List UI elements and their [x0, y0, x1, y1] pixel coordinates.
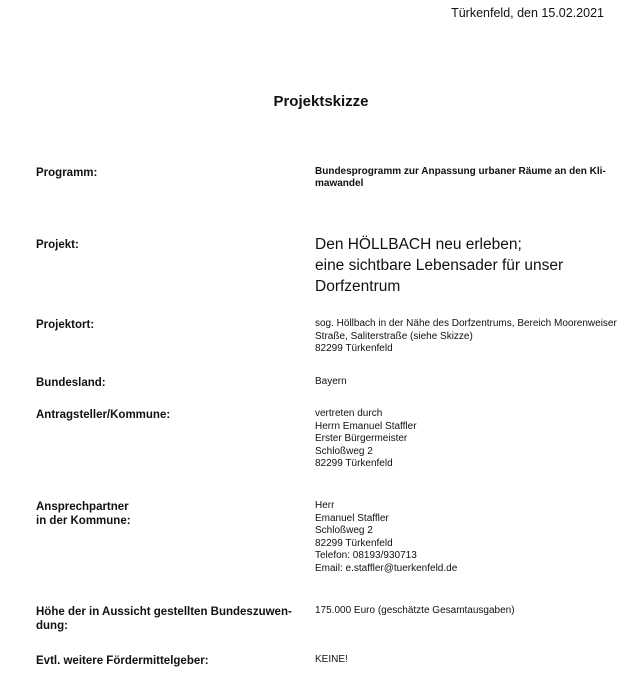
field-label-line: dung: [36, 620, 68, 632]
field-value [315, 500, 625, 575]
field-label [36, 318, 306, 332]
field-value-line: Herr [315, 500, 335, 511]
field-label [36, 605, 306, 633]
field-value-line: mawandel [315, 178, 364, 189]
field-label-line: Antragsteller/Kommune: [36, 409, 171, 421]
field-value [315, 408, 625, 471]
field-value-line: eine sichtbare Lebensader für unser [315, 257, 564, 274]
field-value-line: 82299 Türkenfeld [315, 343, 393, 354]
field-label-line: in der Kommune: [36, 515, 131, 527]
field-label-line: Evtl. weitere Fördermittelgeber: [36, 655, 209, 667]
field-value-line: Schloßweg 2 [315, 445, 373, 457]
field-value [315, 605, 625, 618]
field-label [36, 376, 306, 390]
field-label [36, 238, 306, 252]
field-value [315, 166, 625, 190]
field-value-line: Emanuel Staffler [315, 512, 389, 524]
field-value-line: Telefon: 08193/930713 [315, 550, 417, 561]
field-value-line: Straße, Saliterstraße (siehe Skizze) [315, 330, 473, 342]
field-value-line: vertreten durch [315, 408, 383, 419]
field-label-line: Projekt: [36, 239, 79, 251]
field-label-line: Programm: [36, 167, 98, 179]
field-value-line: Bayern [315, 376, 347, 387]
field-value-line: 82299 Türkenfeld [315, 537, 393, 549]
field-label [36, 654, 306, 668]
field-value-line: Dorfzentrum [315, 278, 401, 295]
date-line: Türkenfeld, den 15.02.2021 [451, 6, 604, 20]
field-value-line: Email: e.staffler@tuerkenfeld.de [315, 562, 458, 574]
field-value-line: 82299 Türkenfeld [315, 458, 393, 469]
field-label [36, 500, 306, 528]
field-value [315, 234, 625, 297]
document-title: Projektskizze [273, 93, 369, 110]
field-value-line: Erster Bürgermeister [315, 433, 408, 444]
field-label-line: Höhe der in Aussicht gestellten Bundeszuwen- [36, 606, 292, 618]
field-value-line: Den HÖLLBACH neu erleben; [315, 236, 522, 253]
field-value [315, 654, 625, 667]
field-label-line: Bundesland: [36, 377, 106, 389]
field-value-line: Bundesprogramm zur Anpassung urbaner Räume an den Kli- [315, 166, 606, 177]
field-value-line: Herrn Emanuel Staffler [315, 420, 417, 432]
field-value-line: Schloßweg 2 [315, 525, 373, 536]
field-value-line: sog. Höllbach in der Nähe des Dorfzentrums, Bereich Moorenweiser [315, 318, 617, 329]
field-label-line: Projektort: [36, 319, 95, 331]
field-value [315, 376, 625, 389]
field-value-line: KEINE! [315, 654, 348, 665]
field-value-line: 175.000 Euro (geschätzte Gesamtausgaben) [315, 605, 515, 616]
field-label [36, 408, 306, 422]
field-label-line: Ansprechpartner [36, 501, 129, 513]
field-value [315, 318, 625, 356]
field-label [36, 166, 306, 180]
